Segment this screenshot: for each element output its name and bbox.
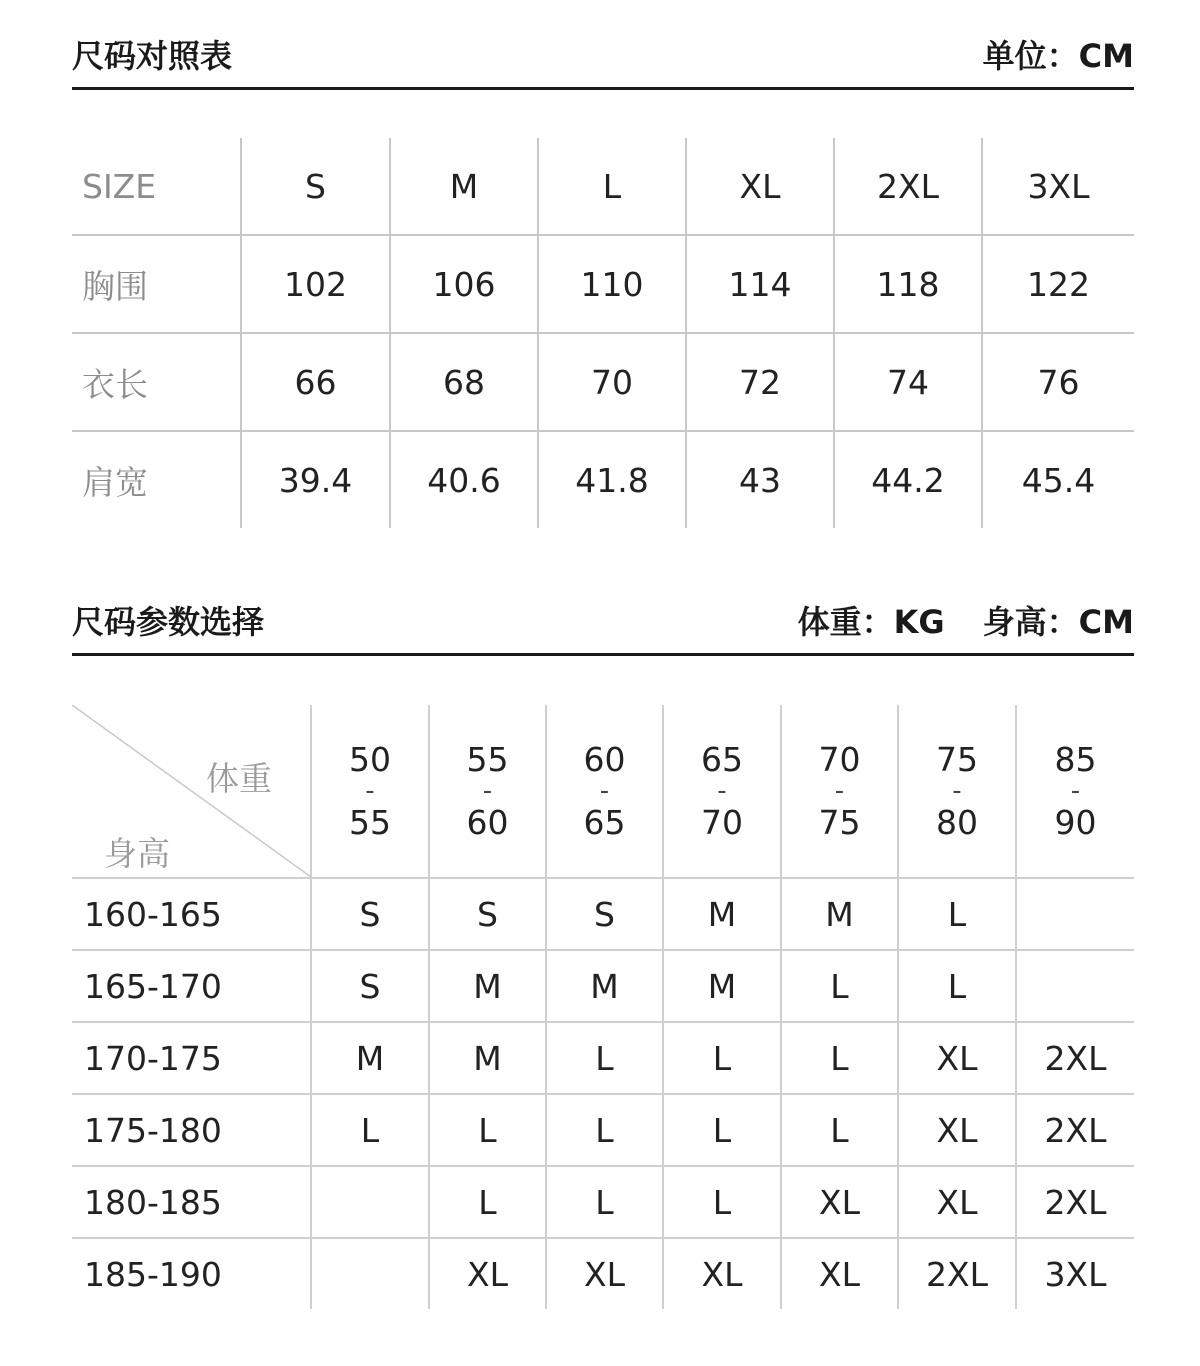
measurement-value: 68 (390, 333, 538, 431)
recommended-size: M (781, 878, 898, 950)
weight-to: 70 (701, 803, 743, 842)
weight-range-dash: - (952, 776, 962, 806)
recommended-size: L (429, 1094, 546, 1166)
recommended-size: L (663, 1094, 781, 1166)
recommended-size: L (781, 1094, 898, 1166)
recommended-size: M (546, 950, 663, 1022)
weight-range-header (781, 705, 898, 878)
height-range-label: 175-180 (72, 1094, 311, 1166)
weight-from: 85 (1054, 740, 1097, 779)
weight-range-header (1016, 705, 1134, 878)
weight-range-dash: - (1070, 776, 1081, 806)
weight-from: 70 (818, 740, 861, 779)
size-column-header: 3XL (982, 138, 1134, 235)
height-unit: 身高：CM (982, 603, 1134, 641)
recommended-size: S (429, 878, 546, 950)
weight-to: 65 (583, 803, 626, 842)
recommended-size (311, 1166, 429, 1238)
height-row (72, 1166, 1134, 1238)
recommended-size: XL (781, 1238, 898, 1309)
recommended-size: L (663, 1166, 781, 1238)
measurement-value: 45.4 (982, 431, 1134, 528)
weight-range-header (311, 705, 429, 878)
recommended-size (311, 1238, 429, 1309)
recommended-size: 2XL (1016, 1094, 1134, 1166)
recommended-size: L (781, 1022, 898, 1094)
size-chart-table (72, 138, 1134, 528)
measurement-value: 44.2 (834, 431, 982, 528)
measurement-value: 40.6 (390, 431, 538, 528)
measurement-value: 41.8 (538, 431, 686, 528)
corner-height-label: 身高 (104, 834, 170, 873)
weight-from: 65 (701, 740, 743, 779)
recommended-size: L (781, 950, 898, 1022)
height-range-label: 180-185 (72, 1166, 311, 1238)
size-selection-table (72, 705, 1134, 1309)
size-header-label: SIZE (82, 166, 157, 206)
recommended-size: L (546, 1022, 663, 1094)
size-selection-units (798, 597, 1134, 643)
size-header-row (72, 138, 1134, 235)
recommended-size: L (429, 1166, 546, 1238)
size-column-header: S (241, 138, 390, 235)
size-selection-divider (72, 653, 1134, 656)
height-row (72, 1094, 1134, 1166)
weight-from: 75 (936, 740, 978, 779)
recommended-size: XL (898, 1094, 1016, 1166)
corner-weight-label: 体重 (206, 759, 272, 798)
recommended-size: 2XL (898, 1238, 1016, 1309)
weight-to: 75 (818, 803, 861, 842)
recommended-size: M (663, 950, 781, 1022)
recommended-size (1016, 878, 1134, 950)
recommended-size: L (663, 1022, 781, 1094)
measurement-label: 肩宽 (72, 431, 241, 528)
height-range-label: 160-165 (72, 878, 311, 950)
weight-from: 55 (466, 740, 509, 779)
measurement-value: 106 (390, 235, 538, 333)
recommended-size: XL (898, 1166, 1016, 1238)
measurement-value: 72 (686, 333, 834, 431)
size-column-header: M (390, 138, 538, 235)
height-range-label: 185-190 (72, 1238, 311, 1309)
size-selection-title: 尺码参数选择 (72, 603, 265, 641)
measurement-value: 39.4 (241, 431, 390, 528)
measurement-value: 76 (982, 333, 1134, 431)
recommended-size: L (311, 1094, 429, 1166)
height-row (72, 1022, 1134, 1094)
recommended-size: M (429, 1022, 546, 1094)
measurement-value: 74 (834, 333, 982, 431)
recommended-size: XL (781, 1166, 898, 1238)
weight-from: 50 (349, 740, 391, 779)
recommended-size: M (429, 950, 546, 1022)
recommended-size: L (898, 878, 1016, 950)
measurement-row-chest (72, 235, 1134, 333)
weight-from: 60 (583, 740, 626, 779)
weight-range-dash: - (599, 776, 610, 806)
recommended-size: S (546, 878, 663, 950)
weight-range-header (429, 705, 546, 878)
measurement-value: 122 (982, 235, 1134, 333)
weight-range-dash: - (834, 776, 845, 806)
height-row (72, 878, 1134, 950)
weight-to: 90 (1054, 803, 1097, 842)
weight-range-dash: - (482, 776, 493, 806)
weight-to: 55 (349, 803, 391, 842)
weight-range-dash: - (717, 776, 727, 806)
weight-to: 80 (936, 803, 978, 842)
recommended-size: 2XL (1016, 1166, 1134, 1238)
weight-range-header (663, 705, 781, 878)
measurement-row-length (72, 333, 1134, 431)
recommended-size: XL (429, 1238, 546, 1309)
recommended-size: XL (546, 1238, 663, 1309)
measurement-value: 118 (834, 235, 982, 333)
recommended-size: 2XL (1016, 1022, 1134, 1094)
recommended-size: S (311, 950, 429, 1022)
measurement-value: 70 (538, 333, 686, 431)
height-row (72, 1238, 1134, 1309)
height-row (72, 950, 1134, 1022)
height-range-label: 165-170 (72, 950, 311, 1022)
measurement-value: 66 (241, 333, 390, 431)
size-column-header: L (538, 138, 686, 235)
height-range-label: 170-175 (72, 1022, 311, 1094)
corner-cell (72, 705, 311, 878)
recommended-size: M (663, 878, 781, 950)
recommended-size: S (311, 878, 429, 950)
size-chart-divider (72, 87, 1134, 90)
recommended-size: L (546, 1166, 663, 1238)
weight-range-header (898, 705, 1016, 878)
weight-range-dash: - (365, 776, 375, 806)
measurement-label: 衣长 (72, 333, 241, 431)
recommended-size: L (898, 950, 1016, 1022)
size-chart-title: 尺码对照表 (72, 37, 233, 75)
size-chart-unit: 单位：CM (982, 37, 1134, 75)
measurement-value: 110 (538, 235, 686, 333)
measurement-value: 114 (686, 235, 834, 333)
weight-range-header (546, 705, 663, 878)
measurement-value: 43 (686, 431, 834, 528)
recommended-size: 3XL (1016, 1238, 1134, 1309)
measurement-row-shoulder (72, 431, 1134, 528)
recommended-size: M (311, 1022, 429, 1094)
recommended-size: XL (663, 1238, 781, 1309)
size-chart-header (72, 34, 1134, 74)
weight-to: 60 (466, 803, 509, 842)
weight-unit: 体重：KG (797, 603, 945, 641)
size-selection-header (72, 600, 1134, 640)
measurement-label: 胸围 (72, 235, 241, 333)
recommended-size: XL (898, 1022, 1016, 1094)
weight-header-row (72, 705, 1134, 878)
size-column-header: 2XL (834, 138, 982, 235)
recommended-size: L (546, 1094, 663, 1166)
recommended-size (1016, 950, 1134, 1022)
measurement-value: 102 (241, 235, 390, 333)
size-column-header: XL (686, 138, 834, 235)
